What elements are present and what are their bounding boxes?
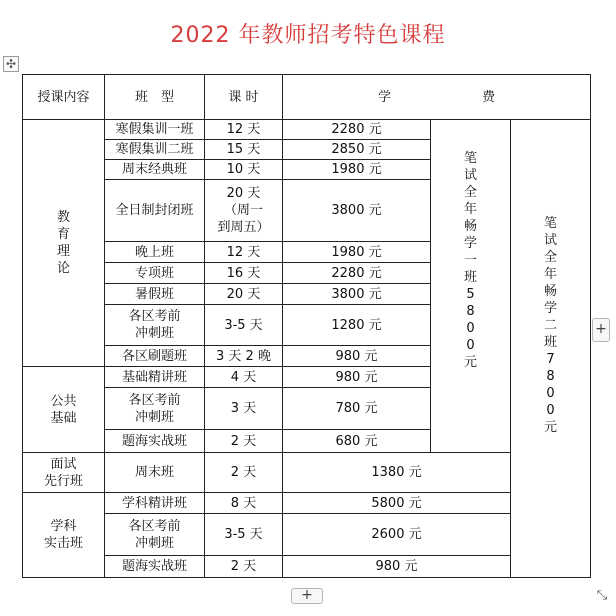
page-title: 2022 年教师招考特色课程	[170, 23, 446, 48]
table-row	[23, 514, 591, 556]
fee-cell: 3800 元	[283, 284, 431, 305]
class-cell: 寒假集训一班	[105, 120, 205, 140]
class-cell: 全日制封闭班	[105, 180, 205, 242]
hours-cell: 8 天	[205, 493, 283, 514]
hours-cell: 3 天	[205, 388, 283, 430]
class-cell: 学科精讲班	[105, 493, 205, 514]
group-public-basic: 公共 基础	[23, 367, 105, 453]
class-cell: 题海实战班	[105, 556, 205, 578]
header-fee: 学 费	[283, 75, 591, 120]
class-cell: 各区考前 冲刺班	[105, 388, 205, 430]
fee-cell: 2280 元	[283, 120, 431, 140]
class-cell: 周末经典班	[105, 160, 205, 180]
table-row	[23, 556, 591, 578]
table-row	[23, 453, 591, 493]
fee-cell: 1380 元	[283, 453, 511, 493]
fee-cell: 680 元	[283, 430, 431, 453]
hours-cell: 2 天	[205, 430, 283, 453]
class-cell: 周末班	[105, 453, 205, 493]
fee-cell: 1980 元	[283, 160, 431, 180]
hours-cell: 15 天	[205, 140, 283, 160]
fee-cell: 1280 元	[283, 305, 431, 346]
package-two-cell: 笔 试 全 年 畅 学 二 班 7 8 0 0 元	[511, 120, 591, 578]
fee-cell: 980 元	[283, 556, 511, 578]
hours-cell: 3-5 天	[205, 514, 283, 556]
fee-cell: 5800 元	[283, 493, 511, 514]
fee-cell: 780 元	[283, 388, 431, 430]
group-subject: 学科 实击班	[23, 493, 105, 578]
hours-cell: 16 天	[205, 263, 283, 284]
fee-cell: 2280 元	[283, 263, 431, 284]
add-row-button[interactable]: +	[291, 588, 323, 604]
fee-cell: 2850 元	[283, 140, 431, 160]
hours-cell: 12 天	[205, 242, 283, 263]
header-content: 授课内容	[23, 75, 105, 120]
class-cell: 寒假集训二班	[105, 140, 205, 160]
class-cell: 晚上班	[105, 242, 205, 263]
class-cell: 基础精讲班	[105, 367, 205, 388]
hours-cell: 3 天 2 晚	[205, 346, 283, 367]
package-one-cell: 笔 试 全 年 畅 学 一 班 5 8 0 0 元	[431, 120, 511, 453]
hours-cell: 2 天	[205, 556, 283, 578]
header-row	[23, 75, 591, 120]
table-row	[23, 493, 591, 514]
group-interview: 面试 先行班	[23, 453, 105, 493]
table-move-handle-icon[interactable]: ✣	[3, 56, 19, 72]
hours-cell: 20 天 （周一 到周五）	[205, 180, 283, 242]
class-cell: 专项班	[105, 263, 205, 284]
table-resize-handle-icon[interactable]: ⤡	[596, 588, 608, 603]
course-table	[22, 74, 591, 578]
fee-cell: 3800 元	[283, 180, 431, 242]
class-cell: 各区考前 冲刺班	[105, 305, 205, 346]
group-education-theory: 教 育 理 论	[23, 120, 105, 367]
hours-cell: 4 天	[205, 367, 283, 388]
table-row	[23, 120, 591, 140]
header-hours: 课 时	[205, 75, 283, 120]
hours-cell: 2 天	[205, 453, 283, 493]
fee-cell: 980 元	[283, 367, 431, 388]
hours-cell: 20 天	[205, 284, 283, 305]
fee-cell: 1980 元	[283, 242, 431, 263]
class-cell: 题海实战班	[105, 430, 205, 453]
hours-cell: 12 天	[205, 120, 283, 140]
add-column-button[interactable]: +	[592, 318, 610, 342]
fee-cell: 980 元	[283, 346, 431, 367]
fee-cell: 2600 元	[283, 514, 511, 556]
hours-cell: 10 天	[205, 160, 283, 180]
header-class-type: 班 型	[105, 75, 205, 120]
class-cell: 暑假班	[105, 284, 205, 305]
class-cell: 各区考前 冲刺班	[105, 514, 205, 556]
hours-cell: 3-5 天	[205, 305, 283, 346]
class-cell: 各区刷题班	[105, 346, 205, 367]
